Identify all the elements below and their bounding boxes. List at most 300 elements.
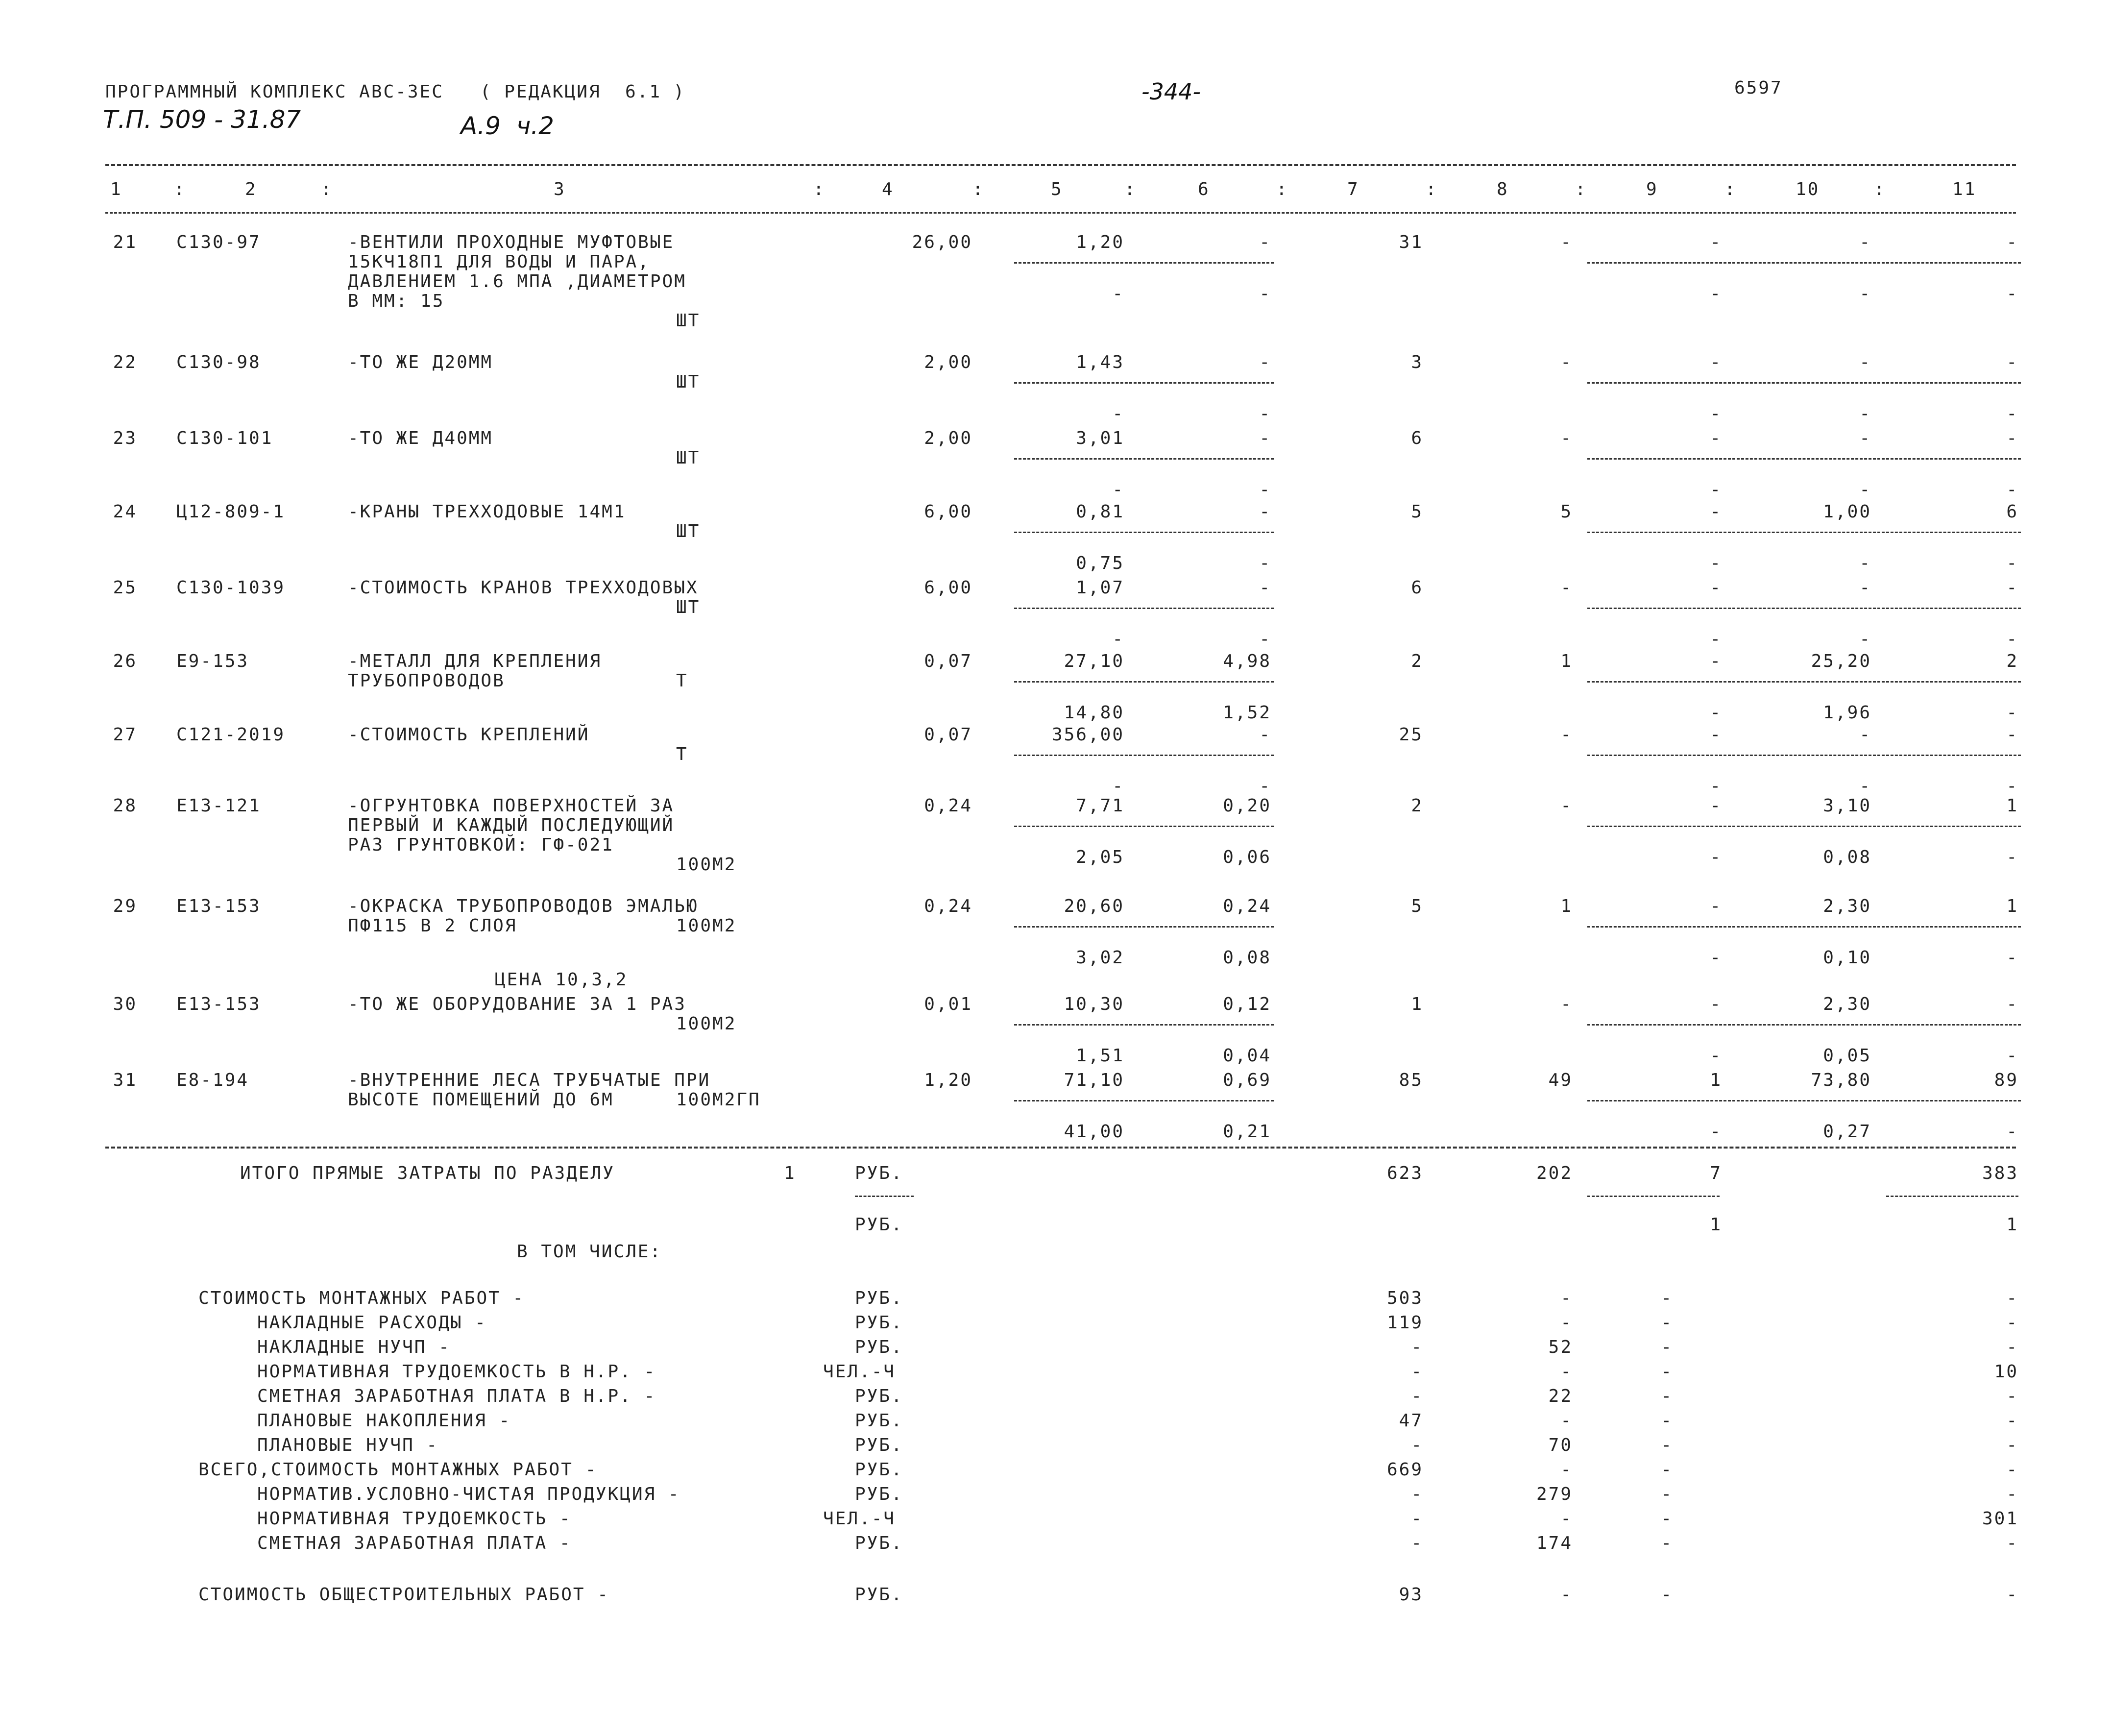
cell-divider — [1014, 608, 1274, 609]
cost-total: 20,60 — [1064, 896, 1124, 916]
cost-total-secondary: 0,75 — [1076, 553, 1124, 573]
item-description: В ММ: 15 — [348, 291, 445, 311]
summary-col7: 119 — [1386, 1313, 1423, 1333]
summary-col8: 70 — [1548, 1435, 1573, 1455]
column-header-11: 11 — [1952, 179, 1977, 199]
col9-value: - — [1710, 428, 1722, 448]
cost-total: 10,30 — [1064, 994, 1124, 1014]
cell-divider — [1014, 926, 1274, 928]
including-label: В ТОМ ЧИСЛЕ: — [517, 1242, 662, 1262]
total-cost: 2 — [1411, 651, 1423, 671]
summary-col9: - — [1661, 1386, 1673, 1406]
labor-cost: 49 — [1548, 1070, 1573, 1090]
summary-col9: - — [1661, 1435, 1673, 1455]
summary-col8: - — [1560, 1509, 1573, 1529]
summary-label: СМЕТНАЯ ЗАРАБОТНАЯ ПЛАТА - — [257, 1533, 572, 1553]
cell-divider — [1014, 1100, 1274, 1101]
cost-machines: 0,24 — [1223, 896, 1271, 916]
summary-col8: - — [1560, 1288, 1573, 1308]
summary-col7: - — [1411, 1533, 1423, 1553]
summary-label: ПЛАНОВЫЕ НУЧП - — [257, 1435, 439, 1455]
col9-value: - — [1710, 502, 1722, 522]
item-unit: Т — [676, 744, 688, 764]
summary-label: СТОИМОСТЬ МОНТАЖНЫХ РАБОТ - — [198, 1288, 525, 1308]
col11-secondary: - — [2006, 948, 2018, 968]
column-header-7: 7 — [1347, 179, 1359, 199]
cost-machines: - — [1259, 232, 1271, 252]
total-unit-secondary: РУБ. — [855, 1215, 903, 1235]
item-description: -МЕТАЛЛ ДЛЯ КРЕПЛЕНИЯ — [348, 651, 602, 671]
col10-secondary: - — [1859, 480, 1871, 500]
item-number: 23 — [113, 428, 137, 448]
general-works-col11: - — [2006, 1585, 2018, 1605]
cell-divider — [1014, 262, 1274, 264]
item-quantity: 6,00 — [924, 578, 972, 598]
col11-secondary: - — [2006, 776, 2018, 796]
col9-secondary: - — [1710, 553, 1722, 573]
cell-divider — [1587, 532, 2021, 533]
summary-col8: 174 — [1536, 1533, 1573, 1553]
col11-value: - — [2006, 725, 2018, 745]
col9-secondary: - — [1710, 1046, 1722, 1066]
header-rule-top — [105, 164, 2016, 166]
cell-divider — [1587, 382, 2021, 384]
item-description: -СТОИМОСТЬ КРАНОВ ТРЕХХОДОВЫХ — [348, 578, 699, 598]
header-rule-bottom — [105, 212, 2016, 214]
cell-divider — [1587, 1024, 2021, 1026]
cost-machines: - — [1259, 502, 1271, 522]
cost-total-secondary: 41,00 — [1064, 1122, 1124, 1142]
summary-col11: 10 — [1994, 1362, 2018, 1382]
cell-divider — [1014, 532, 1274, 533]
summary-unit: РУБ. — [855, 1386, 903, 1406]
cost-machines: 4,98 — [1223, 651, 1271, 671]
summary-unit: РУБ. — [855, 1337, 903, 1357]
col9-value: - — [1710, 651, 1722, 671]
cell-divider — [1587, 608, 2021, 609]
general-works-unit: РУБ. — [855, 1585, 903, 1605]
column-separator: : — [174, 179, 186, 199]
item-description: -ТО ЖЕ Д40ММ — [348, 428, 493, 448]
col10-value: 73,80 — [1811, 1070, 1871, 1090]
item-quantity: 0,24 — [924, 896, 972, 916]
column-separator: : — [321, 179, 333, 199]
column-separator: : — [1874, 179, 1886, 199]
summary-label: ВСЕГО,СТОИМОСТЬ МОНТАЖНЫХ РАБОТ - — [198, 1460, 598, 1480]
col9-secondary: - — [1710, 847, 1722, 867]
item-description: ТРУБОПРОВОДОВ — [348, 671, 505, 691]
labor-cost: - — [1560, 578, 1573, 598]
cost-total-secondary: 3,02 — [1076, 948, 1124, 968]
col11-secondary: - — [2006, 480, 2018, 500]
summary-col9: - — [1661, 1484, 1673, 1504]
col9-value: - — [1710, 994, 1722, 1014]
summary-col11: - — [2006, 1313, 2018, 1333]
cost-total-secondary: 14,80 — [1064, 703, 1124, 723]
cost-machines: - — [1259, 725, 1271, 745]
cost-machines-secondary: - — [1259, 629, 1271, 649]
col9-value: - — [1710, 796, 1722, 816]
item-quantity: 0,07 — [924, 651, 972, 671]
column-header-5: 5 — [1051, 179, 1063, 199]
labor-cost: - — [1560, 428, 1573, 448]
col10-secondary: 1,96 — [1823, 703, 1871, 723]
col11-secondary: - — [2006, 1046, 2018, 1066]
item-description: -СТОИМОСТЬ КРЕПЛЕНИЙ — [348, 725, 590, 745]
item-description: -ТО ЖЕ Д20ММ — [348, 352, 493, 372]
item-code: E9-153 — [176, 651, 249, 671]
col11-value: - — [2006, 428, 2018, 448]
total-cost: 25 — [1399, 725, 1423, 745]
column-header-3: 3 — [554, 179, 566, 199]
cell-divider — [1014, 458, 1274, 460]
cost-machines-secondary: 0,04 — [1223, 1046, 1271, 1066]
total-cost: 3 — [1411, 352, 1423, 372]
cost-total-secondary: - — [1112, 776, 1124, 796]
col11-value: - — [2006, 352, 2018, 372]
summary-unit: РУБ. — [855, 1533, 903, 1553]
col10-value: - — [1859, 725, 1871, 745]
total-col11-secondary: 1 — [2006, 1215, 2018, 1235]
item-number: 27 — [113, 725, 137, 745]
cell-divider — [1886, 1196, 2018, 1197]
col10-secondary: 0,08 — [1823, 847, 1871, 867]
summary-col7: - — [1411, 1484, 1423, 1504]
labor-cost: - — [1560, 232, 1573, 252]
col11-value: 2 — [2006, 651, 2018, 671]
col11-secondary: - — [2006, 404, 2018, 424]
col9-secondary: - — [1710, 1122, 1722, 1142]
labor-cost: 5 — [1560, 502, 1573, 522]
total-cost: 2 — [1411, 796, 1423, 816]
col9-secondary: - — [1710, 404, 1722, 424]
summary-col9: - — [1661, 1362, 1673, 1382]
cost-total: 7,71 — [1076, 796, 1124, 816]
item-number: 29 — [113, 896, 137, 916]
col11-secondary: - — [2006, 703, 2018, 723]
column-header-10: 10 — [1796, 179, 1820, 199]
col10-value: 2,30 — [1823, 994, 1871, 1014]
item-unit: 100М2ГП — [676, 1090, 761, 1110]
general-works-col8: - — [1560, 1585, 1573, 1605]
item-number: 25 — [113, 578, 137, 598]
summary-col8: - — [1560, 1460, 1573, 1480]
cost-machines-secondary: - — [1259, 480, 1271, 500]
item-unit: ШТ — [676, 521, 701, 541]
cost-machines-secondary: - — [1259, 553, 1271, 573]
item-number: 26 — [113, 651, 137, 671]
summary-col7: - — [1411, 1509, 1423, 1529]
cost-total: 0,81 — [1076, 502, 1124, 522]
summary-label: НАКЛАДНЫЕ НУЧП - — [257, 1337, 451, 1357]
cell-divider — [1587, 458, 2021, 460]
summary-col9: - — [1661, 1288, 1673, 1308]
column-header-8: 8 — [1497, 179, 1509, 199]
item-number: 22 — [113, 352, 137, 372]
col10-value: 25,20 — [1811, 651, 1871, 671]
summary-col11: - — [2006, 1484, 2018, 1504]
item-description: ПФ115 В 2 СЛОЯ — [348, 916, 517, 936]
cost-machines-secondary: 0,21 — [1223, 1122, 1271, 1142]
cost-total: 1,43 — [1076, 352, 1124, 372]
item-code: E13-153 — [176, 896, 261, 916]
item-unit: 100М2 — [676, 916, 737, 936]
col10-secondary: - — [1859, 553, 1871, 573]
col10-secondary: - — [1859, 284, 1871, 304]
total-cost: 85 — [1399, 1070, 1423, 1090]
general-works-label: СТОИМОСТЬ ОБЩЕСТРОИТЕЛЬНЫХ РАБОТ - — [198, 1585, 609, 1605]
total-cost: 6 — [1411, 578, 1423, 598]
col11-secondary: - — [2006, 1122, 2018, 1142]
summary-col8: 279 — [1536, 1484, 1573, 1504]
cell-divider — [1014, 1024, 1274, 1026]
col9-value: - — [1710, 725, 1722, 745]
cell-divider — [1587, 681, 2021, 683]
item-description: ДАВЛЕНИЕМ 1.6 МПА ,ДИАМЕТРОМ — [348, 271, 686, 292]
summary-label: НОРМАТИВНАЯ ТРУДОЕМКОСТЬ - — [257, 1509, 572, 1529]
doc-number: 6597 — [1734, 78, 1783, 98]
summary-col9: - — [1661, 1460, 1673, 1480]
column-header-9: 9 — [1646, 179, 1658, 199]
total-cost: 5 — [1411, 896, 1423, 916]
page-number: -344- — [1141, 78, 1201, 105]
item-quantity: 0,01 — [924, 994, 972, 1014]
summary-unit: РУБ. — [855, 1460, 903, 1480]
col10-value: 3,10 — [1823, 796, 1871, 816]
cell-divider — [1014, 826, 1274, 827]
summary-label: НОРМАТИВНАЯ ТРУДОЕМКОСТЬ В Н.Р. - — [257, 1362, 656, 1382]
item-quantity: 2,00 — [924, 428, 972, 448]
cell-divider — [1014, 755, 1274, 756]
item-description: ПЕРВЫЙ И КАЖДЫЙ ПОСЛЕДУЮЩИЙ — [348, 815, 675, 835]
col9-value: 1 — [1710, 1070, 1722, 1090]
total-cost: 31 — [1399, 232, 1423, 252]
summary-unit: РУБ. — [855, 1435, 903, 1455]
col10-value: - — [1859, 578, 1871, 598]
summary-col11: - — [2006, 1411, 2018, 1431]
item-description: -ТО ЖЕ ОБОРУДОВАНИЕ ЗА 1 РАЗ — [348, 994, 686, 1014]
summary-col7: - — [1411, 1337, 1423, 1357]
general-works-col7: 93 — [1399, 1585, 1423, 1605]
item-code: E13-153 — [176, 994, 261, 1014]
summary-col7: 503 — [1386, 1288, 1423, 1308]
general-works-col9: - — [1661, 1585, 1673, 1605]
item-description: -ОГРУНТОВКА ПОВЕРХНОСТЕЙ ЗА — [348, 796, 675, 816]
col11-value: 6 — [2006, 502, 2018, 522]
col10-secondary: 0,27 — [1823, 1122, 1871, 1142]
col11-secondary: - — [2006, 847, 2018, 867]
column-header-4: 4 — [882, 179, 894, 199]
summary-col9: - — [1661, 1533, 1673, 1553]
summary-col11: - — [2006, 1460, 2018, 1480]
summary-col7: - — [1411, 1362, 1423, 1382]
cost-machines: - — [1259, 352, 1271, 372]
column-separator: : — [1426, 179, 1438, 199]
total-col11: 383 — [1982, 1163, 2018, 1183]
summary-unit: РУБ. — [855, 1313, 903, 1333]
item-quantity: 0,24 — [924, 796, 972, 816]
col9-secondary: - — [1710, 776, 1722, 796]
item-number: 30 — [113, 994, 137, 1014]
col9-secondary: - — [1710, 480, 1722, 500]
col10-value: - — [1859, 428, 1871, 448]
column-separator: : — [813, 179, 825, 199]
item-unit: ШТ — [676, 597, 701, 617]
cost-machines-secondary: - — [1259, 404, 1271, 424]
item-description: -ВНУТРЕННИЕ ЛЕСА ТРУБЧАТЫЕ ПРИ — [348, 1070, 711, 1090]
item-number: 28 — [113, 796, 137, 816]
item-quantity: 2,00 — [924, 352, 972, 372]
total-unit: РУБ. — [855, 1163, 903, 1183]
program-line: ПРОГРАММНЫЙ КОМПЛЕКС АВС-3ЕС ( РЕДАКЦИЯ 6.1 ) — [105, 82, 686, 102]
col11-value: - — [2006, 578, 2018, 598]
cost-machines: 0,20 — [1223, 796, 1271, 816]
cost-total: 1,20 — [1076, 232, 1124, 252]
cell-divider — [1014, 681, 1274, 683]
summary-col7: - — [1411, 1386, 1423, 1406]
item-unit: 100М2 — [676, 855, 737, 875]
total-label: ИТОГО ПРЯМЫЕ ЗАТРАТЫ ПО РАЗДЕЛУ — [240, 1163, 615, 1183]
cost-total: 3,01 — [1076, 428, 1124, 448]
item-unit: ШТ — [676, 372, 701, 392]
col11-value: 1 — [2006, 796, 2018, 816]
total-col9: 7 — [1710, 1163, 1722, 1183]
cost-total: 27,10 — [1064, 651, 1124, 671]
summary-label: НОРМАТИВ.УСЛОВНО-ЧИСТАЯ ПРОДУКЦИЯ - — [257, 1484, 680, 1504]
cost-machines: 0,12 — [1223, 994, 1271, 1014]
column-separator: : — [1724, 179, 1737, 199]
column-separator: : — [972, 179, 985, 199]
total-col8: 202 — [1536, 1163, 1573, 1183]
summary-col7: - — [1411, 1435, 1423, 1455]
summary-col9: - — [1661, 1509, 1673, 1529]
labor-cost: 1 — [1560, 651, 1573, 671]
col10-secondary: - — [1859, 629, 1871, 649]
item-description: РАЗ ГРУНТОВКОЙ: ГФ-021 — [348, 835, 614, 855]
summary-unit: ЧЕЛ.-Ч — [823, 1509, 896, 1529]
labor-cost: - — [1560, 725, 1573, 745]
cost-machines-secondary: 0,06 — [1223, 847, 1271, 867]
labor-cost: - — [1560, 796, 1573, 816]
summary-col8: - — [1560, 1362, 1573, 1382]
price-note: ЦЕНА 10,3,2 — [495, 970, 628, 990]
total-cost: 1 — [1411, 994, 1423, 1014]
item-number: 24 — [113, 502, 137, 522]
summary-col9: - — [1661, 1337, 1673, 1357]
cell-divider — [855, 1196, 914, 1197]
item-unit: 100М2 — [676, 1014, 737, 1034]
summary-label: ПЛАНОВЫЕ НАКОПЛЕНИЯ - — [257, 1411, 511, 1431]
item-quantity: 1,20 — [924, 1070, 972, 1090]
cell-divider — [1587, 1196, 1720, 1197]
item-description: 15КЧ18П1 ДЛЯ ВОДЫ И ПАРА, — [348, 252, 650, 272]
cost-total: 71,10 — [1064, 1070, 1124, 1090]
summary-col7: 669 — [1386, 1460, 1423, 1480]
summary-col8: - — [1560, 1313, 1573, 1333]
total-cost: 6 — [1411, 428, 1423, 448]
summary-col8: - — [1560, 1411, 1573, 1431]
cell-divider — [1587, 262, 2021, 264]
col10-value: - — [1859, 232, 1871, 252]
total-cost: 5 — [1411, 502, 1423, 522]
summary-unit: РУБ. — [855, 1411, 903, 1431]
cost-machines-secondary: - — [1259, 776, 1271, 796]
summary-col9: - — [1661, 1411, 1673, 1431]
column-header-6: 6 — [1198, 179, 1210, 199]
summary-col11: - — [2006, 1337, 2018, 1357]
summary-col11: - — [2006, 1288, 2018, 1308]
summary-col8: 52 — [1548, 1337, 1573, 1357]
cost-total-secondary: - — [1112, 629, 1124, 649]
cost-machines-secondary: - — [1259, 284, 1271, 304]
col9-value: - — [1710, 578, 1722, 598]
item-number: 31 — [113, 1070, 137, 1090]
item-unit: Т — [676, 671, 688, 691]
cost-total: 1,07 — [1076, 578, 1124, 598]
item-description: -ВЕНТИЛИ ПРОХОДНЫЕ МУФТОВЫЕ — [348, 232, 675, 252]
cost-total-secondary: - — [1112, 404, 1124, 424]
cost-total-secondary: - — [1112, 284, 1124, 304]
summary-col11: - — [2006, 1435, 2018, 1455]
item-number: 21 — [113, 232, 137, 252]
cell-divider — [1587, 926, 2021, 928]
summary-unit: РУБ. — [855, 1288, 903, 1308]
column-header-2: 2 — [245, 179, 257, 199]
col11-secondary: - — [2006, 284, 2018, 304]
labor-cost: - — [1560, 994, 1573, 1014]
col9-value: - — [1710, 896, 1722, 916]
item-code: C130-101 — [176, 428, 273, 448]
col11-value: - — [2006, 994, 2018, 1014]
total-section: 1 — [784, 1163, 796, 1183]
cost-machines: - — [1259, 578, 1271, 598]
col10-secondary: - — [1859, 776, 1871, 796]
col9-secondary: - — [1710, 629, 1722, 649]
cell-divider — [1587, 826, 2021, 827]
col11-value: 89 — [1994, 1070, 2018, 1090]
cost-total-secondary: 2,05 — [1076, 847, 1124, 867]
summary-unit: РУБ. — [855, 1484, 903, 1504]
cost-total-secondary: - — [1112, 480, 1124, 500]
col10-value: - — [1859, 352, 1871, 372]
column-separator: : — [1124, 179, 1137, 199]
total-labor-cost: 623 — [1386, 1163, 1423, 1183]
summary-label: СМЕТНАЯ ЗАРАБОТНАЯ ПЛАТА В Н.Р. - — [257, 1386, 656, 1406]
item-code: C130-98 — [176, 352, 261, 372]
item-code: E13-121 — [176, 796, 261, 816]
column-header-1: 1 — [110, 179, 122, 199]
summary-col11: - — [2006, 1386, 2018, 1406]
col10-value: 2,30 — [1823, 896, 1871, 916]
summary-col11: 301 — [1982, 1509, 2018, 1529]
col11-value: 1 — [2006, 896, 2018, 916]
col10-value: 1,00 — [1823, 502, 1871, 522]
col9-value: - — [1710, 232, 1722, 252]
item-unit: ШТ — [676, 448, 701, 468]
cost-machines: - — [1259, 428, 1271, 448]
summary-col7: 47 — [1399, 1411, 1423, 1431]
item-code: Ц12-809-1 — [176, 502, 286, 522]
cell-divider — [1587, 755, 2021, 756]
item-quantity: 6,00 — [924, 502, 972, 522]
column-separator: : — [1575, 179, 1587, 199]
item-code: C121-2019 — [176, 725, 286, 745]
cost-total-secondary: 1,51 — [1076, 1046, 1124, 1066]
item-description: -КРАНЫ ТРЕХХОДОВЫЕ 14М1 — [348, 502, 626, 522]
total-col9-secondary: 1 — [1710, 1215, 1722, 1235]
item-unit: ШТ — [676, 311, 701, 331]
cost-machines-secondary: 1,52 — [1223, 703, 1271, 723]
